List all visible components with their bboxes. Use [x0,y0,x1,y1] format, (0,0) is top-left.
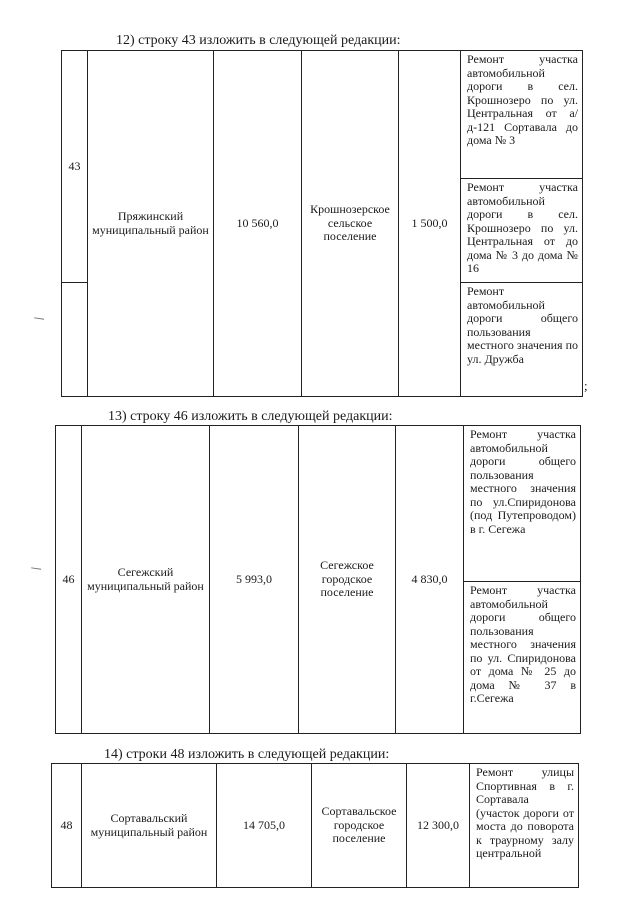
description-cell: Ремонт участка автомобильной дороги в сел. Крошнозеро по ул. Центральная от до дома № 3 до дома № 16 [461,179,583,283]
district-cell: Сегежский муниципальный район [82,426,210,734]
settlement-cell: Крошнозерское сельское поселение [302,51,399,397]
section-heading-12: 12) строку 43 изложить в следующей редакции: [116,33,401,48]
table-row-48 [51,763,579,888]
district-cell: Пряжинский муниципальный район [88,51,214,397]
description-cell: Ремонт улицы Спортивная в г. Сортавала (участок дороги от моста до поворота к траурному залу центральной [470,764,579,888]
amount2-cell: 4 830,0 [396,426,464,734]
amount1-cell: 5 993,0 [210,426,299,734]
section-heading-13: 13) строку 46 изложить в следующей редакции: [108,409,393,424]
amount1-cell: 14 705,0 [217,764,312,888]
scan-mark [34,317,44,321]
description-cell: Ремонт участка автомобильной дороги общего пользования местного значения по ул.Спиридонова (под Путепроводом) в г. Сегежа [464,426,581,582]
amount2-cell: 12 300,0 [407,764,470,888]
row-number: 43 [62,51,88,283]
row-number-empty [62,283,88,397]
district-cell: Сортавальский муниципальный район [82,764,217,888]
table-row-46 [55,425,581,734]
description-cell: Ремонт автомобильной дороги общего пользования местного значения по ул. Дружба [461,283,583,397]
settlement-cell: Сегежское городское поселение [299,426,396,734]
row-number: 48 [52,764,82,888]
scan-mark [31,567,41,571]
section-heading-14: 14) строки 48 изложить в следующей редакции: [104,747,390,762]
amount1-cell: 10 560,0 [214,51,302,397]
table-row-43 [61,50,583,397]
amount2-cell: 1 500,0 [399,51,461,397]
description-cell: Ремонт участка автомобильной дороги общего пользования местного значения по ул. Спиридонова от дома № 25 до дома № 37 в г.Сегежа [464,582,581,734]
description-cell: Ремонт участка автомобильной дороги в сел. Крошнозеро по ул. Центральная от а/д-121 Сортавала до дома № 3 [461,51,583,179]
row-number: 46 [56,426,82,734]
trailing-semicolon: ; [584,378,588,393]
settlement-cell: Сортавальское городское поселение [312,764,407,888]
